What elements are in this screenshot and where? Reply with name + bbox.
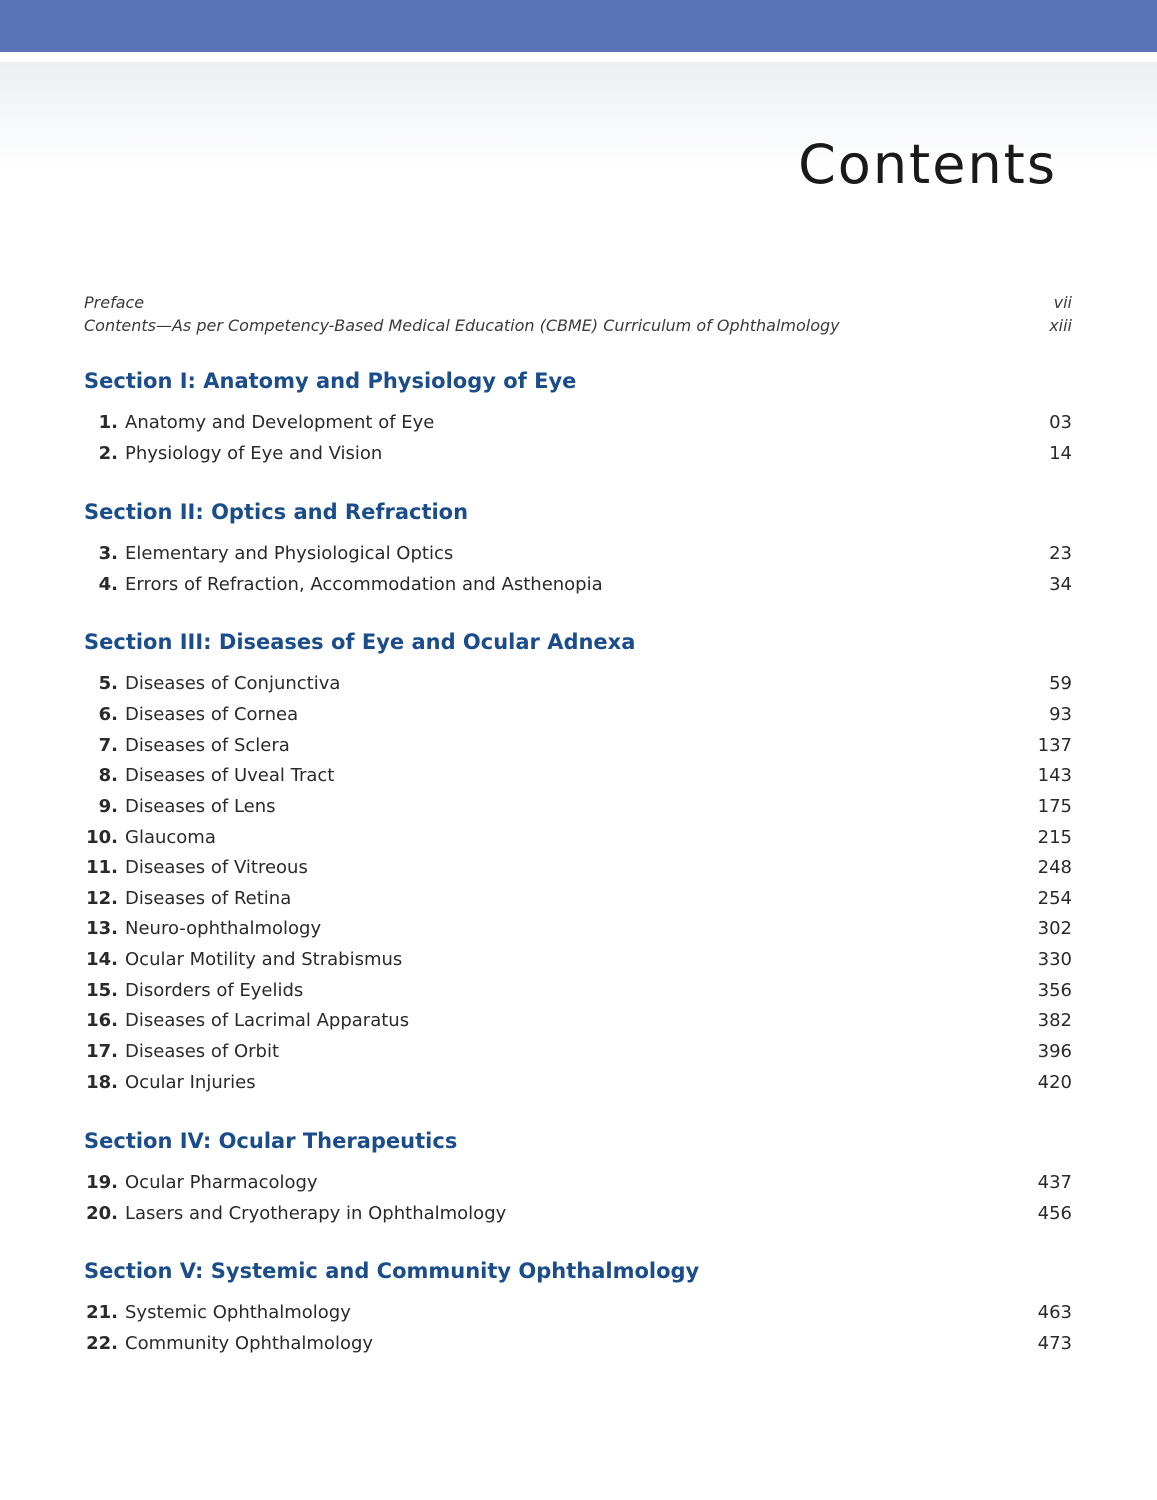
chapter-title: Ocular Pharmacology: [125, 1172, 318, 1193]
chapter-title: Community Ophthalmology: [125, 1333, 374, 1354]
chapter-number: 12.: [86, 888, 118, 909]
chapter-page: 254: [1037, 888, 1072, 909]
chapter-number: 1.: [98, 412, 118, 433]
chapter-page: 382: [1037, 1010, 1072, 1031]
toc-row[interactable]: [84, 859, 1072, 883]
chapter-page: 14: [1049, 443, 1072, 464]
chapter-page: 437: [1037, 1172, 1072, 1193]
toc-row[interactable]: [84, 1174, 1072, 1198]
chapter-page: 396: [1037, 1041, 1072, 1062]
chapter-title: Anatomy and Development of Eye: [125, 412, 435, 433]
chapter-number: 8.: [98, 765, 118, 786]
chapter-page: 456: [1037, 1203, 1072, 1224]
page-title: Contents: [798, 133, 1057, 196]
toc-row[interactable]: [84, 798, 1072, 822]
section-heading: Section III: Diseases of Eye and Ocular Adnexa: [84, 630, 636, 654]
chapter-number: 18.: [86, 1072, 118, 1093]
front-matter-page: xiii: [1049, 316, 1072, 335]
chapter-page: 330: [1037, 949, 1072, 970]
chapter-page: 93: [1049, 704, 1072, 725]
chapter-number: 3.: [98, 543, 118, 564]
chapter-number: 21.: [86, 1302, 118, 1323]
chapter-title: Errors of Refraction, Accommodation and Asthenopia: [125, 574, 603, 595]
chapter-number: 22.: [86, 1333, 118, 1354]
toc-row[interactable]: [84, 890, 1072, 914]
toc-row[interactable]: [84, 545, 1072, 569]
toc-row[interactable]: [84, 445, 1072, 469]
toc-row[interactable]: [84, 1335, 1072, 1359]
chapter-title: Diseases of Lacrimal Apparatus: [125, 1010, 410, 1031]
toc-row[interactable]: [84, 576, 1072, 600]
front-matter-row[interactable]: [84, 295, 1072, 311]
chapter-page: 137: [1037, 735, 1072, 756]
chapter-title: Elementary and Physiological Optics: [125, 543, 454, 564]
chapter-number: 16.: [86, 1010, 118, 1031]
chapter-number: 13.: [86, 918, 118, 939]
chapter-page: 34: [1049, 574, 1072, 595]
chapter-number: 15.: [86, 980, 118, 1001]
toc-row[interactable]: [84, 982, 1072, 1006]
chapter-title: Diseases of Sclera: [125, 735, 290, 756]
chapter-title: Diseases of Uveal Tract: [125, 765, 335, 786]
chapter-title: Systemic Ophthalmology: [125, 1302, 351, 1323]
chapter-title: Diseases of Lens: [125, 796, 276, 817]
chapter-page: 143: [1037, 765, 1072, 786]
toc-row[interactable]: [84, 1205, 1072, 1229]
chapter-title: Ocular Injuries: [125, 1072, 256, 1093]
chapter-page: 248: [1037, 857, 1072, 878]
chapter-page: 473: [1037, 1333, 1072, 1354]
chapter-title: Disorders of Eyelids: [125, 980, 304, 1001]
chapter-title: Diseases of Cornea: [125, 704, 299, 725]
chapter-title: Diseases of Retina: [125, 888, 292, 909]
front-matter-page: vii: [1053, 293, 1072, 312]
toc-row[interactable]: [84, 675, 1072, 699]
chapter-title: Glaucoma: [125, 827, 216, 848]
chapter-page: 302: [1037, 918, 1072, 939]
toc-row[interactable]: [84, 1012, 1072, 1036]
front-matter-row[interactable]: [84, 318, 1072, 334]
toc-row[interactable]: [84, 1043, 1072, 1067]
chapter-title: Physiology of Eye and Vision: [125, 443, 383, 464]
chapter-number: 19.: [86, 1172, 118, 1193]
chapter-page: 59: [1049, 673, 1072, 694]
toc-row[interactable]: [84, 920, 1072, 944]
toc-row[interactable]: [84, 767, 1072, 791]
chapter-title: Diseases of Conjunctiva: [125, 673, 341, 694]
section-heading: Section I: Anatomy and Physiology of Eye: [84, 369, 577, 393]
chapter-title: Lasers and Cryotherapy in Ophthalmology: [125, 1203, 507, 1224]
toc-row[interactable]: [84, 951, 1072, 975]
chapter-page: 03: [1049, 412, 1072, 433]
section-heading: Section IV: Ocular Therapeutics: [84, 1129, 458, 1153]
chapter-number: 11.: [86, 857, 118, 878]
front-matter-label: Contents—As per Competency-Based Medical Education (CBME) Curriculum of Ophthalmology: [84, 316, 840, 335]
chapter-page: 463: [1037, 1302, 1072, 1323]
chapter-title: Neuro-ophthalmology: [125, 918, 322, 939]
section-heading: Section II: Optics and Refraction: [84, 500, 469, 524]
chapter-number: 7.: [98, 735, 118, 756]
chapter-number: 9.: [98, 796, 118, 817]
chapter-number: 10.: [86, 827, 118, 848]
chapter-page: 215: [1037, 827, 1072, 848]
chapter-number: 14.: [86, 949, 118, 970]
chapter-number: 17.: [86, 1041, 118, 1062]
toc-row[interactable]: [84, 706, 1072, 730]
chapter-number: 5.: [98, 673, 118, 694]
chapter-page: 420: [1037, 1072, 1072, 1093]
chapter-page: 356: [1037, 980, 1072, 1001]
chapter-page: 23: [1049, 543, 1072, 564]
header-band: [0, 0, 1157, 52]
chapter-title: Diseases of Orbit: [125, 1041, 280, 1062]
toc-row[interactable]: [84, 1304, 1072, 1328]
chapter-number: 6.: [98, 704, 118, 725]
section-heading: Section V: Systemic and Community Ophthalmology: [84, 1259, 700, 1283]
toc-row[interactable]: [84, 829, 1072, 853]
toc-row[interactable]: [84, 414, 1072, 438]
chapter-number: 2.: [98, 443, 118, 464]
chapter-title: Diseases of Vitreous: [125, 857, 308, 878]
toc-row[interactable]: [84, 737, 1072, 761]
toc-row[interactable]: [84, 1074, 1072, 1098]
front-matter-label: Preface: [84, 293, 145, 312]
chapter-number: 20.: [86, 1203, 118, 1224]
chapter-number: 4.: [98, 574, 118, 595]
chapter-page: 175: [1037, 796, 1072, 817]
chapter-title: Ocular Motility and Strabismus: [125, 949, 403, 970]
